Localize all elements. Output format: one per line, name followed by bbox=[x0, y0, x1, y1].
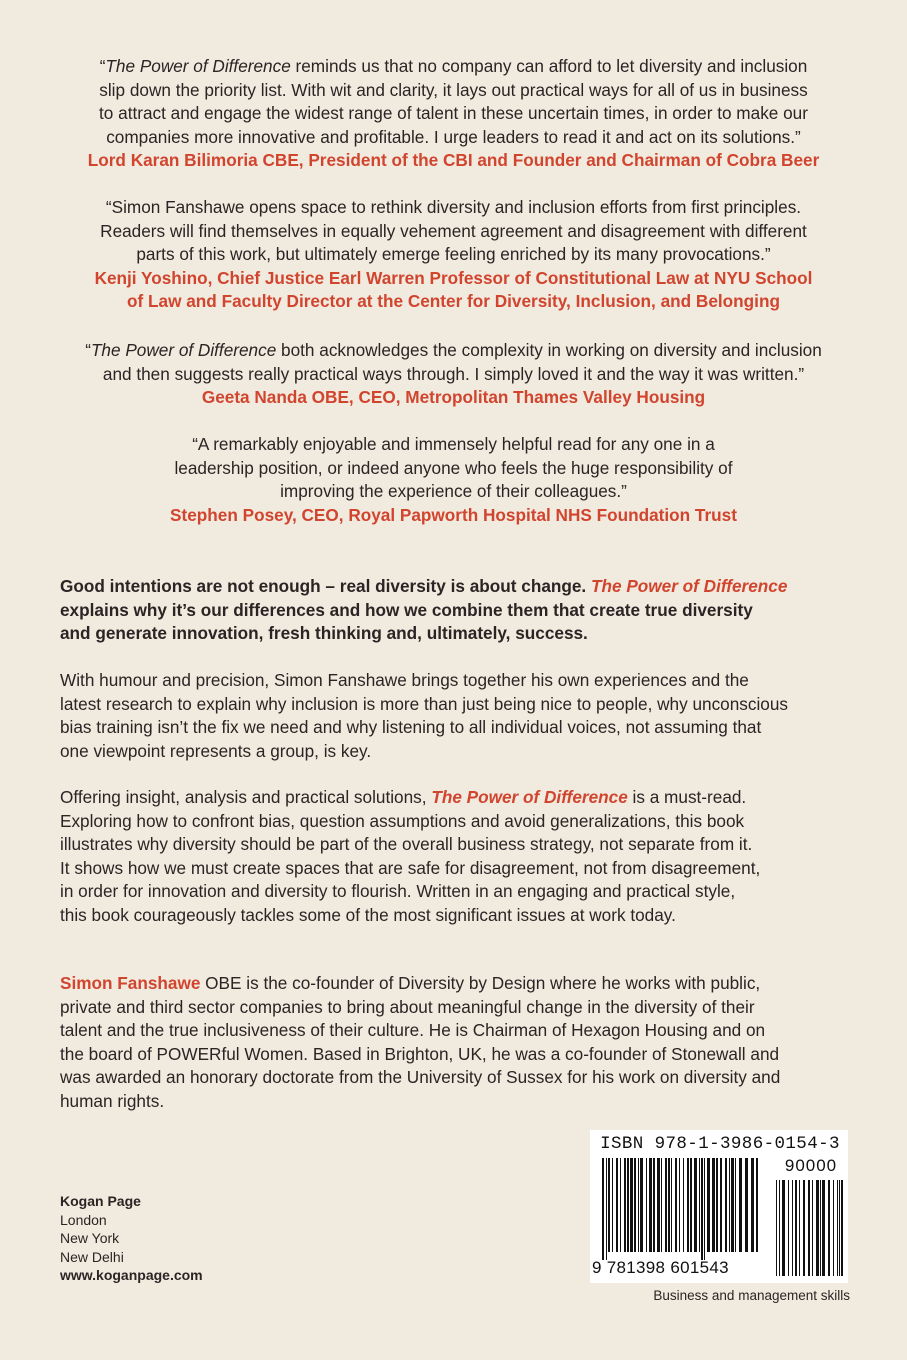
barcode-bar bbox=[735, 1158, 736, 1252]
barcode-bar bbox=[745, 1158, 748, 1252]
endorsement-quote-4 bbox=[40, 433, 867, 527]
quote-line bbox=[40, 457, 867, 481]
barcode-bar bbox=[751, 1158, 754, 1252]
publisher-city: New York bbox=[60, 1230, 120, 1246]
quote-text: “A remarkably enjoyable and immensely helpful read for any one in a bbox=[192, 434, 715, 454]
barcode-bar bbox=[608, 1158, 610, 1252]
text-line bbox=[60, 810, 860, 834]
publisher-city: New Delhi bbox=[60, 1248, 124, 1265]
barcode-bar bbox=[828, 1180, 830, 1276]
body-text: latest research to explain why inclusion is more than just being nice to people, why unconscious bbox=[60, 693, 789, 714]
barcode-bar bbox=[646, 1158, 647, 1252]
endorsement-quote-2 bbox=[40, 196, 867, 314]
text-line bbox=[60, 857, 860, 881]
barcode-bar bbox=[668, 1158, 670, 1252]
publisher-block bbox=[60, 1192, 203, 1285]
quote-text: to attract and engage the widest range of talent in these uncertain times, in order to make our bbox=[99, 103, 808, 123]
endorsement-quote-1 bbox=[40, 55, 867, 173]
quote-text: improving the experience of their colleagues.” bbox=[280, 481, 627, 501]
quote-line bbox=[40, 480, 867, 504]
quote-line bbox=[40, 79, 867, 103]
quote-text: and then suggests really practical ways through. I simply loved it and the way it was written.” bbox=[102, 363, 805, 384]
quote-text: reminds us that no company can afford to let diversity and inclusion bbox=[290, 56, 808, 76]
isbn-label: ISBN 978-1-3986-0154-3 bbox=[600, 1134, 840, 1154]
barcode-bar bbox=[602, 1158, 604, 1260]
barcode-bar bbox=[640, 1158, 643, 1252]
barcode-bar bbox=[661, 1158, 662, 1252]
category-label: Business and management skills bbox=[653, 1288, 850, 1303]
barcode-bar bbox=[720, 1158, 722, 1252]
barcode-bar bbox=[687, 1158, 689, 1252]
book-title: The Power of Difference bbox=[431, 787, 628, 807]
text-line bbox=[60, 996, 860, 1020]
body-text: Exploring how to confront bias, question assumptions and avoid generalizations, this book bbox=[60, 810, 745, 831]
quote-line bbox=[40, 55, 867, 79]
quote-line bbox=[40, 126, 867, 150]
barcode-bar bbox=[638, 1158, 639, 1252]
body-text: talent and the true inclusiveness of their culture. He is Chairman of Hexagon Housing and on bbox=[60, 1020, 766, 1040]
barcode-bar bbox=[716, 1158, 718, 1252]
description-paragraph-2 bbox=[60, 786, 860, 927]
body-text: illustrates why diversity should be part of the overall business strategy, not separate from it. bbox=[60, 834, 753, 854]
barcode-bar bbox=[776, 1180, 777, 1276]
text-line bbox=[60, 1066, 860, 1090]
quote-line bbox=[40, 339, 867, 363]
quote-text: Readers will find themselves in equally vehement agreement and disagreement with different bbox=[100, 220, 807, 241]
body-text: was awarded an honorary doctorate from the University of Sussex for his work on diversity and bbox=[60, 1067, 781, 1087]
quote-text: slip down the priority list. With wit and clarity, it lays out practical ways for all of us in business bbox=[99, 79, 808, 100]
quote-line bbox=[40, 196, 867, 220]
quote-text: both acknowledges the complexity in working on diversity and inclusion bbox=[276, 340, 822, 360]
publisher-website: www.koganpage.com bbox=[60, 1267, 203, 1283]
barcode-bar bbox=[704, 1158, 705, 1260]
barcode-digits: 9 781398 601543 bbox=[592, 1258, 729, 1277]
text-line bbox=[60, 880, 860, 904]
quote-line bbox=[40, 243, 867, 267]
quote-line bbox=[40, 433, 867, 457]
book-title: The Power of Difference bbox=[90, 340, 277, 360]
text-line bbox=[60, 693, 860, 717]
quote-attribution: Kenji Yoshino, Chief Justice Earl Warren Professor of Constitutional Law at NYU School bbox=[94, 267, 813, 288]
endorsement-quote-3 bbox=[40, 339, 867, 410]
text-line bbox=[60, 740, 860, 764]
barcode-bar bbox=[812, 1180, 813, 1276]
barcode-bar bbox=[839, 1180, 840, 1276]
publisher-name: Kogan Page bbox=[60, 1193, 141, 1209]
body-text: It shows how we must create spaces that are safe for disagreement, not from disagreement, bbox=[60, 857, 761, 878]
barcode-bar bbox=[739, 1158, 742, 1252]
description-paragraph-1 bbox=[60, 669, 860, 763]
quote-text: “ bbox=[99, 56, 106, 76]
barcode-bar bbox=[707, 1158, 710, 1252]
body-text: Offering insight, analysis and practical solutions, bbox=[60, 787, 432, 807]
text-line bbox=[60, 972, 860, 996]
quote-line bbox=[40, 102, 867, 126]
publisher-city: London bbox=[60, 1211, 107, 1228]
body-text: and generate innovation, fresh thinking and, ultimately, success. bbox=[60, 623, 588, 643]
barcode-bar bbox=[690, 1158, 692, 1252]
barcode-bar bbox=[833, 1180, 834, 1276]
quote-line bbox=[40, 220, 867, 244]
text-line bbox=[60, 599, 860, 623]
barcode-bar bbox=[841, 1180, 843, 1276]
body-text: OBE is the co-founder of Diversity by Design where he works with public, bbox=[200, 973, 761, 993]
barcode-bar bbox=[665, 1158, 667, 1252]
quote-text: “ bbox=[85, 340, 91, 360]
text-line bbox=[60, 786, 860, 810]
barcode-bar bbox=[653, 1158, 655, 1252]
author-bio bbox=[60, 972, 860, 1113]
text-line bbox=[60, 1043, 860, 1067]
barcode-bar bbox=[792, 1180, 793, 1276]
barcode-bar bbox=[616, 1158, 618, 1252]
lead-blurb bbox=[60, 575, 860, 646]
text-line bbox=[60, 1090, 860, 1114]
barcode-bar bbox=[699, 1158, 700, 1252]
barcode-bar bbox=[822, 1180, 825, 1276]
barcode-bar bbox=[649, 1158, 652, 1252]
barcode-bar bbox=[694, 1158, 697, 1252]
body-text: this book courageously tackles some of the most significant issues at work today. bbox=[60, 904, 676, 925]
quote-text: parts of this work, but ultimately emerge feeling enriched by its many provocations.” bbox=[136, 244, 771, 264]
quote-attribution: of Law and Faculty Director at the Center for Diversity, Inclusion, and Belonging bbox=[127, 291, 780, 311]
book-title: The Power of Difference bbox=[105, 56, 291, 76]
body-text: Good intentions are not enough – real diversity is about change. bbox=[60, 576, 591, 596]
text-line bbox=[60, 1019, 860, 1043]
barcode-bar bbox=[679, 1158, 680, 1252]
quote-text: companies more innovative and profitable. I urge leaders to read it and act on its solutions.” bbox=[106, 126, 801, 147]
text-line bbox=[60, 833, 860, 857]
barcode-bar bbox=[803, 1180, 805, 1276]
text-line bbox=[60, 669, 860, 693]
barcode-bar bbox=[624, 1158, 626, 1252]
barcode-bar bbox=[701, 1158, 703, 1260]
text-line bbox=[60, 622, 860, 646]
body-text: With humour and precision, Simon Fanshawe brings together his own experiences and the bbox=[60, 670, 749, 690]
text-line bbox=[60, 716, 860, 740]
body-text: one viewpoint represents a group, is key. bbox=[60, 740, 372, 761]
barcode-bar bbox=[612, 1158, 613, 1252]
barcode-bar bbox=[657, 1158, 660, 1252]
book-title: The Power of Difference bbox=[590, 576, 788, 596]
barcode-bar bbox=[634, 1158, 636, 1252]
body-text: explains why it’s our differences and how we combine them that create true diversity bbox=[60, 599, 753, 620]
barcode-bar bbox=[820, 1180, 821, 1276]
barcode-addon-digits: 90000 bbox=[784, 1156, 838, 1175]
body-text: is a must-read. bbox=[627, 787, 747, 807]
barcode-bar bbox=[782, 1180, 785, 1276]
body-text: private and third sector companies to bring about meaningful change in the diversity of their bbox=[60, 996, 755, 1017]
barcode-bar bbox=[630, 1158, 633, 1252]
barcode-bar bbox=[683, 1158, 684, 1252]
barcode-bar bbox=[620, 1158, 621, 1252]
barcode-bar bbox=[731, 1158, 734, 1252]
barcode-bar bbox=[795, 1180, 797, 1276]
quote-text: “Simon Fanshawe opens space to rethink diversity and inclusion efforts from first principles. bbox=[105, 197, 802, 217]
body-text: in order for innovation and diversity to flourish. Written in an engaging and practical style, bbox=[60, 881, 736, 901]
barcode-bar bbox=[712, 1158, 715, 1252]
barcode-bar bbox=[808, 1180, 810, 1276]
author-name: Simon Fanshawe bbox=[60, 973, 201, 993]
quote-attribution: Geeta Nanda OBE, CEO, Metropolitan Thames Valley Housing bbox=[201, 387, 706, 407]
barcode-bar bbox=[606, 1158, 607, 1260]
quote-attribution: Stephen Posey, CEO, Royal Papworth Hospital NHS Foundation Trust bbox=[170, 504, 737, 525]
barcode-bar bbox=[627, 1158, 629, 1252]
body-text: the board of POWERful Women. Based in Brighton, UK, he was a co-founder of Stonewall and bbox=[60, 1043, 780, 1064]
quote-attribution: Lord Karan Bilimoria CBE, President of the CBI and Founder and Chairman of Cobra Beer bbox=[87, 150, 820, 170]
quote-text: leadership position, or indeed anyone who feels the huge responsibility of bbox=[174, 457, 733, 478]
quote-line bbox=[40, 363, 867, 387]
barcode-bar bbox=[756, 1158, 758, 1252]
barcode-bar bbox=[729, 1158, 730, 1252]
barcode-bar bbox=[816, 1180, 819, 1276]
body-text: human rights. bbox=[60, 1090, 165, 1111]
isbn-barcode bbox=[590, 1130, 848, 1283]
barcode-bar bbox=[779, 1180, 780, 1276]
text-line bbox=[60, 575, 860, 599]
barcode-bar bbox=[725, 1158, 727, 1252]
barcode-bar bbox=[788, 1180, 789, 1276]
text-line bbox=[60, 904, 860, 928]
body-text: bias training isn’t the fix we need and why listening to all individual voices, not assuming that bbox=[60, 717, 762, 737]
barcode-bar bbox=[799, 1180, 800, 1276]
barcode-bar bbox=[671, 1158, 672, 1252]
barcode-bar bbox=[675, 1158, 677, 1252]
barcode-bar bbox=[837, 1180, 838, 1276]
